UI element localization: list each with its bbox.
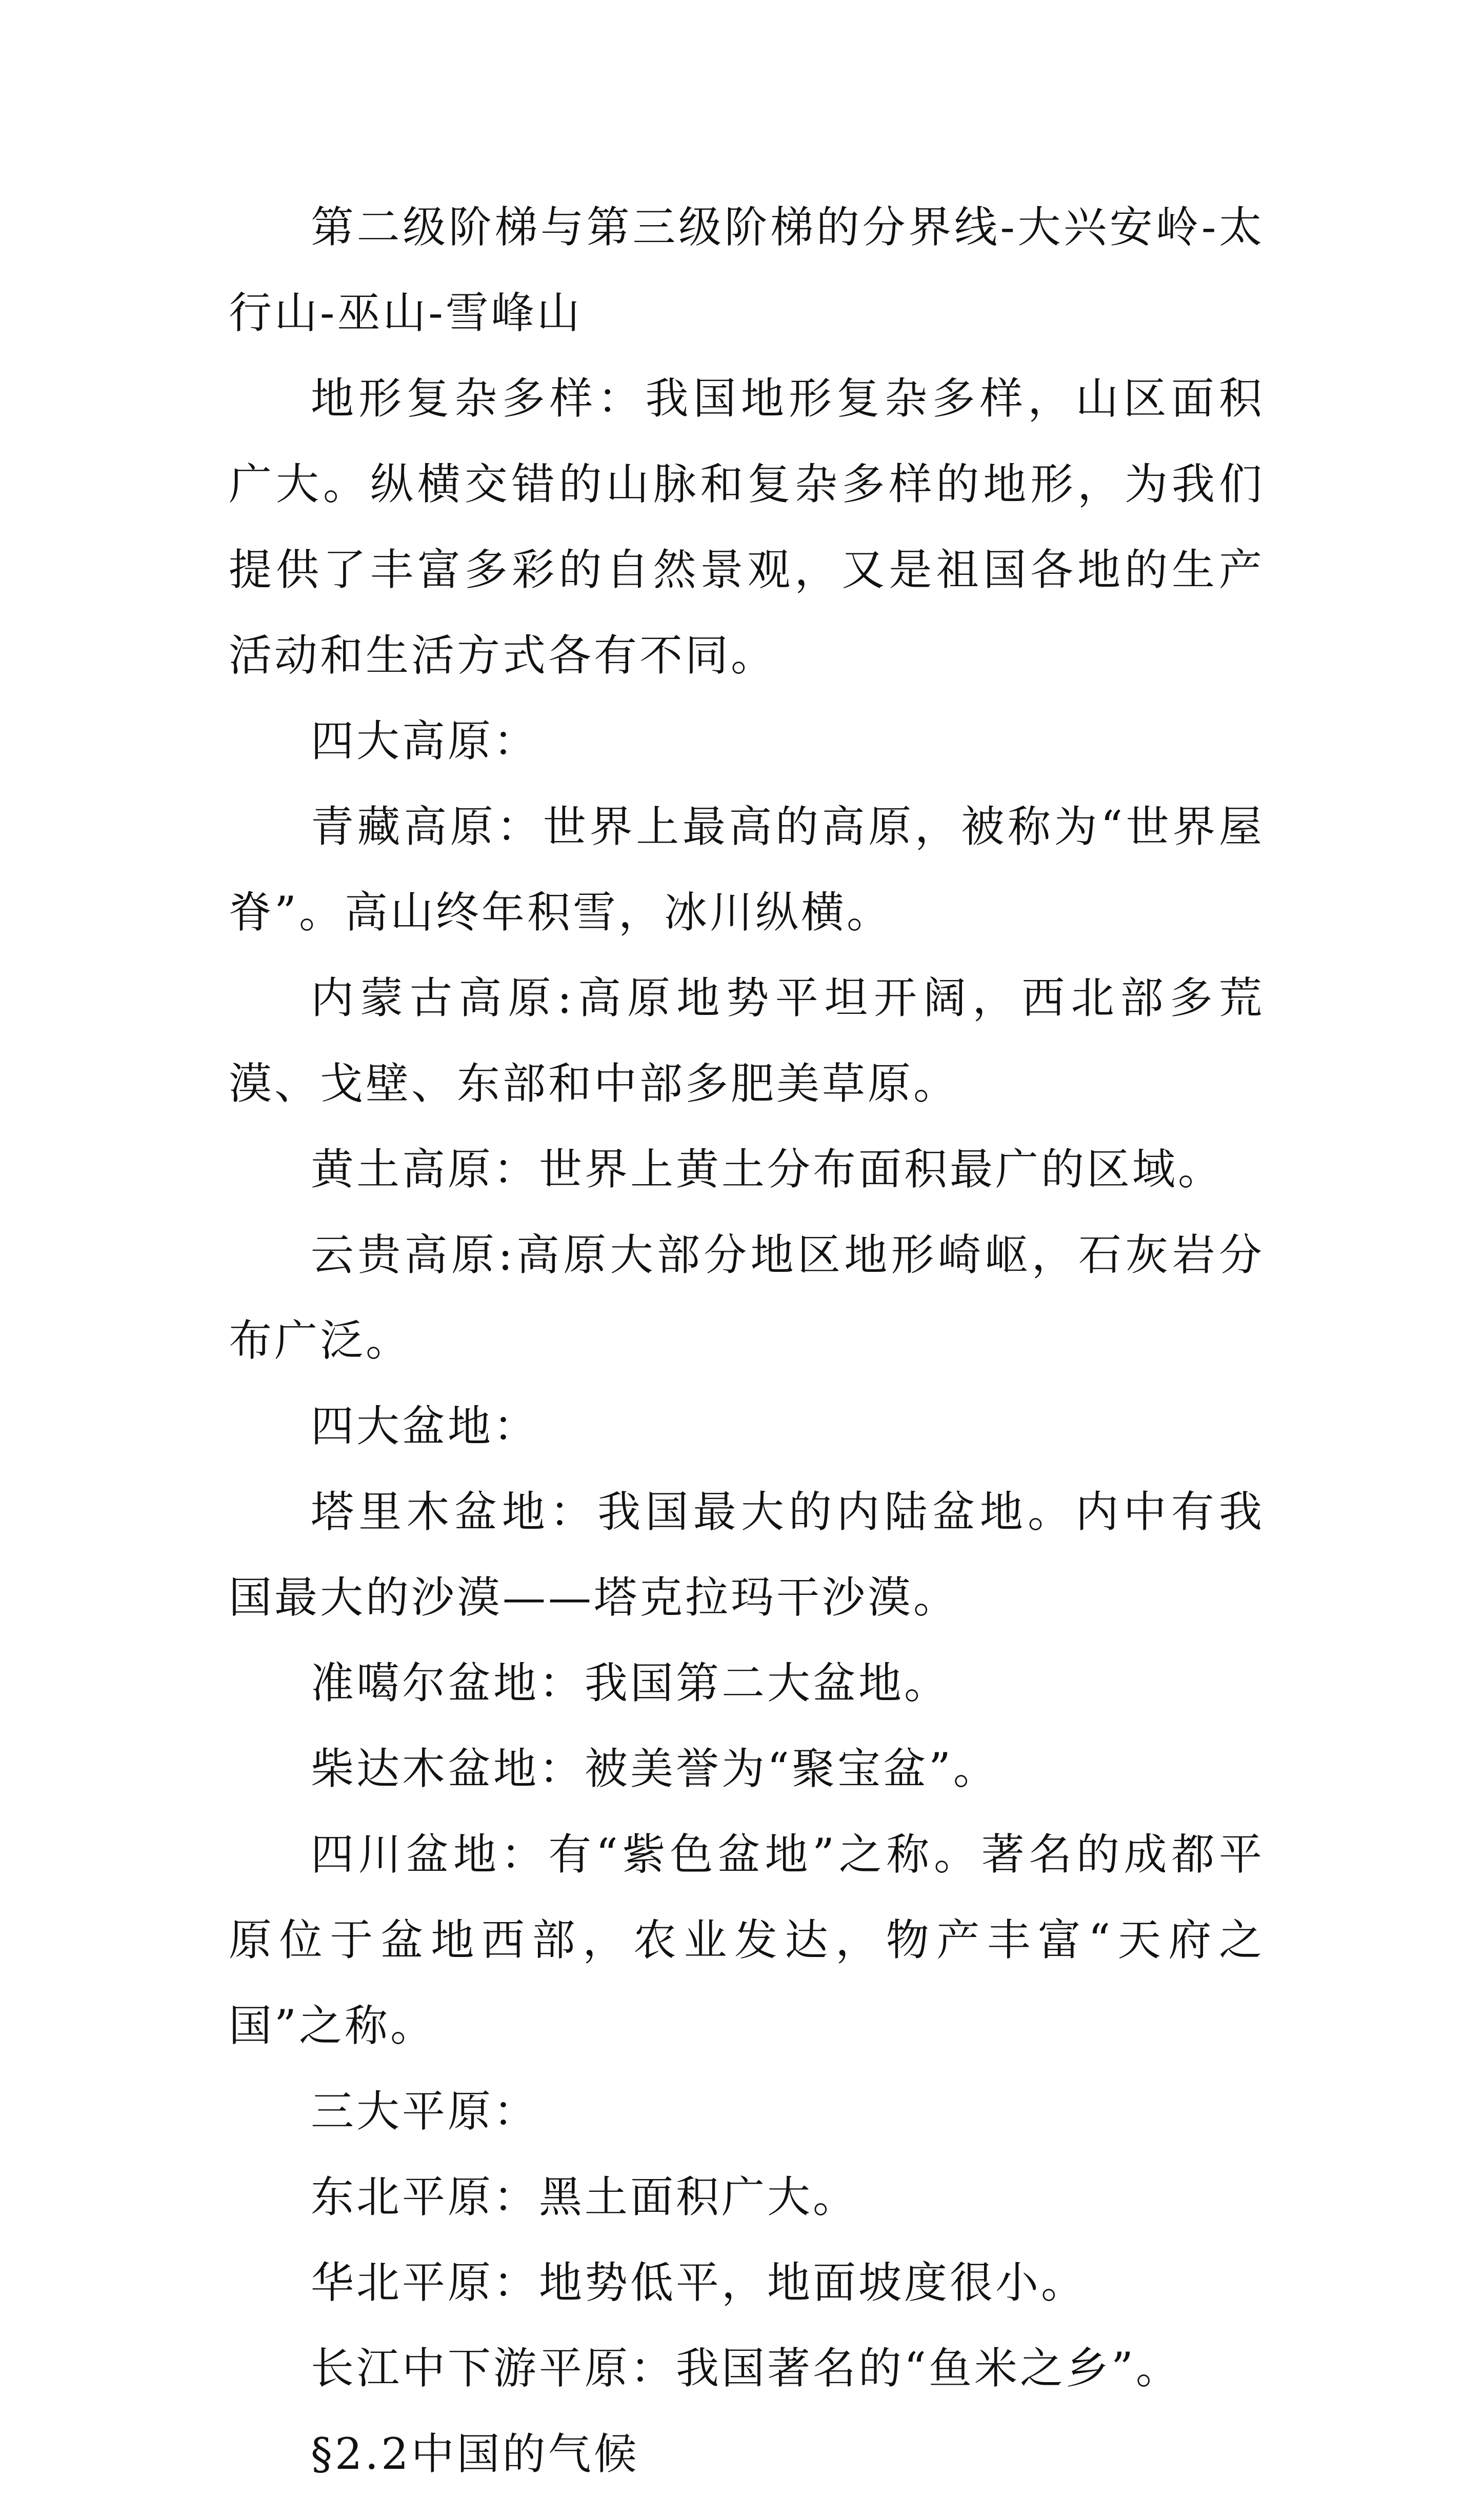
paragraph-qaidam-basin: 柴达木盆地：被美誉为“聚宝盆”。 <box>311 1744 999 1794</box>
paragraph-yungui-plateau: 云贵高原:高原大部分地区地形崎岖，石灰岩分布广泛。 <box>229 1230 1265 1366</box>
paragraph-terrain-diversity: 地形复杂多样：我国地形复杂多样，山区面积广大。纵横交错的山脉和复杂多样的地形，为我们提供了丰富多彩的自然景观，又是祖国各地的生产活动和生活方式各有不同。 <box>229 373 1265 681</box>
paragraph-sichuan-basin: 四川盆地：有“紫色盆地”之称。著名的成都平原位于盆地西部，农业发达，物产丰富“天府之国”之称。 <box>229 1829 1265 2051</box>
paragraph-junggar-basin: 准噶尔盆地：我国第二大盆地。 <box>311 1658 950 1708</box>
paragraph-tarim-basin: 塔里木盆地：我国最大的内陆盆地。内中有我国最大的沙漠——塔克拉玛干沙漠。 <box>229 1487 1265 1623</box>
paragraph-north-china-plain: 华北平原：地势低平，地面坡度很小。 <box>311 2258 1087 2308</box>
heading-four-basins: 四大盆地： <box>311 1401 539 1451</box>
paragraph-yangtze-plain: 长江中下游平原：我国著名的“鱼米之乡”。 <box>311 2343 1181 2393</box>
paragraph-northeast-plain: 东北平原：黑土面积广大。 <box>311 2172 859 2222</box>
paragraph-inner-mongolia-plateau: 内蒙古高原:高原地势平坦开阔，西北部多荒漠、戈壁、东部和中部多肥美草原。 <box>229 973 1265 1109</box>
paragraph-qinghai-tibet-plateau: 青藏高原：世界上最高的高原，被称为“世界屋脊”。高山终年积雪，冰川纵横。 <box>229 802 1265 937</box>
document-page <box>229 185 1265 2497</box>
section-heading-climate: §2.2中国的气候 <box>311 2429 639 2479</box>
paragraph-step-boundary: 第二级阶梯与第三级阶梯的分界线-大兴安岭-太行山-巫山-雪峰山 <box>229 202 1265 338</box>
paragraph-loess-plateau: 黄土高原：世界上黄土分布面积最广的区域。 <box>311 1144 1224 1194</box>
heading-three-plains: 三大平原： <box>311 2086 539 2136</box>
heading-four-plateaus: 四大高原： <box>311 716 539 766</box>
